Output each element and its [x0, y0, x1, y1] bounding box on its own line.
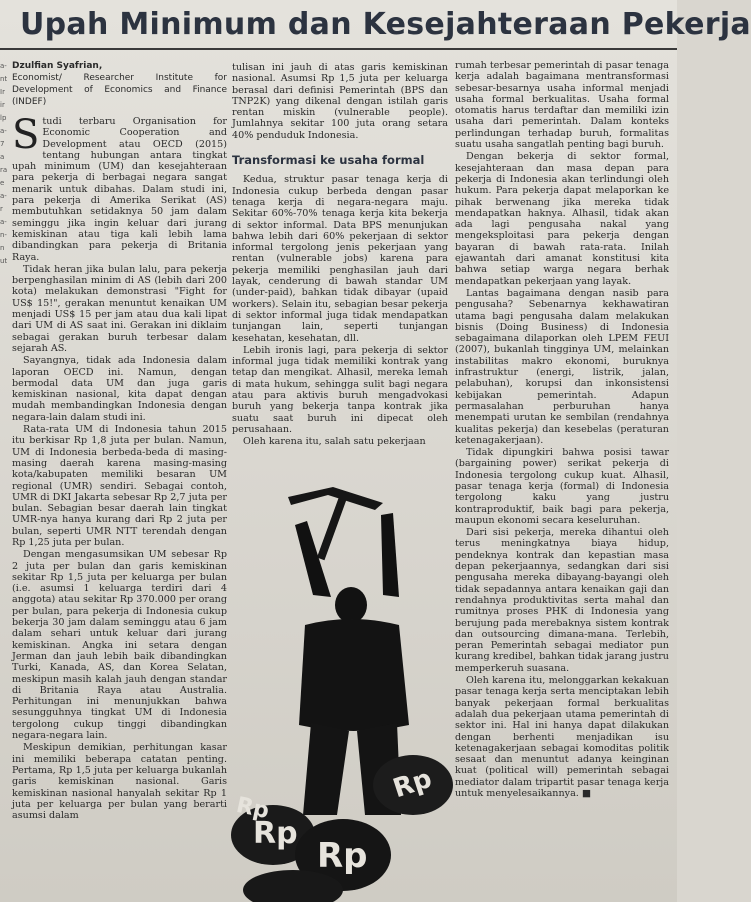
article-column-1 — [12, 60, 227, 898]
article-column-3 — [455, 60, 669, 898]
paragraph: Dengan bekerja di sektor formal, kesejahteraan dan masa depan para pekerja di Indonesia akan terlindungi oleh hukum. Para pekerja dapat melaporkan ke pihak berwenang jika mereka tidak mendapatkan haknya. Alhasil, tidak akan ada lagi pengusaha nakal yang mengeksploitasi para pekerja dengan bayaran di bawah rata-rata. Inilah ejawantah dari amanat konstitusi kita bahwa setiap warga negara berhak mendapatkan pekerjaan yang layak. — [455, 151, 669, 287]
paragraph: Meskipun demikian, perhitungan kasar ini memiliki beberapa catatan penting. Pertama, Rp 1,5 juta per keluarga bukanlah garis kemiskinan nasional. Garis kemiskinan nasional hanyalah sekitar Rp 1 juta per keluarga per bulan yang berarti asumsi dalam — [12, 742, 227, 822]
paragraph-text: tudi terbaru Organisation for Economic Cooperation and Development atau OECD (2015) tentang hubungan antara tingkat upah minimum (UM) dan kesejahteraan para pekerja di berbagai negara sangat menarik untuk dibahas. Dalam studi ini, para pekerja di Amerika Serikat (AS) membutuhkan setidaknya 50 jam dalam seminggu jika ingin keluar dari jurang kemiskinan atau tiga kali lebih lama dibandingkan para pekerja di Britania Raya. — [12, 116, 227, 263]
adjacent-column-fragment: a- nt Ir ir lp a- 7 a ra e a- r a- n- n ut — [0, 62, 8, 265]
left-leg — [303, 723, 349, 815]
paragraph: Dari sisi pekerja, mereka dihantui oleh terus meningkatnya biaya hidup, pendeknya kontrak dan kepastian masa depan pekerjaannya, sedangkan dari sisi pengusaha mereka dibayang-bayangi oleh tidak sepadannya antara kenaikan gaji dan rendahnya produktivitas serta mahal dan rumitnya proses PHK di Indonesia yang berujung pada merebaknya sistem kontrak dan outsourcing dimana-mana. Terlebih, peran Pemerintah sebagai mediator pun kurang kredibel, bahkan tidak jarang justru memperkeruh suasana. — [455, 527, 669, 674]
coin-label: Rp — [253, 816, 298, 851]
coin-label: Rp — [389, 763, 436, 805]
byline — [12, 60, 227, 108]
pickaxe-handle — [317, 492, 348, 561]
coin-label: Rp — [317, 836, 368, 876]
right-arm — [381, 513, 399, 597]
paragraph: rumah terbesar pemerintah di pasar tenaga kerja adalah bagaimana mentransformasi sebesar-besarnya usaha informal menjadi usaha formal berkualitas. Usaha formal otomatis harus terdaftar dan memiliki izin usaha dari pemerintah. Dalam konteks perlindungan terhadap buruh, formalitas suatu usaha sangatlah penting bagi buruh. — [455, 60, 669, 151]
paragraph: Lantas bagaimana dengan nasib para pengusaha? Sebenarnya kekhawatiran utama bagi pengusaha dalam melakukan bisnis (Doing Business) di Indonesia sebagaimana dilaporkan oleh LPEM FEUI (2007), bukanlah tingginya UM, melainkan instabilitas makro ekonomi, buruknya infrastruktur (energi, listrik, jalan, pelabuhan), korupsi dan inkonsistensi kebijakan pemerintah. Adapun permasalahan perburuhan hanya menempati urutan ke sembilan (rendahnya kualitas pekerja) dan kesebelas (peraturan ketenagakerjaan). — [455, 287, 669, 446]
paragraph: tulisan ini jauh di atas garis kemiskinan nasional. Asumsi Rp 1,5 juta per keluarga berasal dari definisi Pemerintah (BPS dan TNP2K) yang dikenal dengan istilah garis rentan miskin (vulnerable people). Jumlahnya sekitar 100 juta orang setara 40% penduduk Indonesia. — [232, 62, 448, 141]
paragraph: Tidak heran jika bulan lalu, para pekerja berpenghasilan minim di AS (lebih dari 200 kota) melakukan demonstrasi "Fight for US$ 15!", gerakan menuntut kenaikan UM menjadi US$ 15 per jam atau dua kali lipat dari UM di AS saat ini. Gerakan ini diklaim sebagai gerakan buruh terbesar dalam sejarah AS. — [12, 263, 227, 354]
paragraph: Dengan mengasumsikan UM sebesar Rp 2 juta per bulan dan garis kemiskinan sekitar Rp 1,5 juta per keluarga per bulan (i.e. asumsi 1 keluarga terdiri dari 4 anggota) atau sekitar Rp 370.000 per orang per bulan, para pekerja di Indonesia cukup bekerja 30 jam dalam seminggu atau 6 jam dalam sehari untuk keluar dari jurang kemiskinan. Angka ini setara dengan Jerman dan jauh lebih baik dibandingkan Turki, Kanada, AS, dan Korea Selatan, meskipun masih kalah jauh dengan standar di Britania Raya atau Australia. Perhitungan ini menunjukkan bahwa sesungguhnya tingkat UM di Indonesia tergolong cukup tinggi dibandingkan negara-negara lain. — [12, 549, 227, 742]
worker-torso — [299, 619, 409, 731]
paragraph: Kedua, struktur pasar tenaga kerja di Indonesia cukup berbeda dengan pasar tenaga kerja di negara-negara maju. Sekitar 60%-70% tenaga kerja kita bekerja di sektor informal. Data BPS menunjukan bahwa lebih dari 60% pekerjaan di sektor informal tergolong jenis pekerjaan yang rentan (vulnerable jobs) karena para pekerja memiliki penghasilan jauh dari layak, cenderung di bawah standar UM (under-paid), bahkan tidak dibayar (upaid workers). Selain itu, sebagian besar pekerja di sektor informal juga tidak mendapatkan tunjangan lain, seperti tunjangan kesehatan, kesehatan, dll. — [232, 174, 448, 344]
paragraph: Tidak dipungkiri bahwa posisi tawar (bargaining power) serikat pekerja di Indonesia tergolong cukup kuat. Alhasil, pasar tenaga kerja (formal) di Indonesia tergolong kaku yang justru kontraproduktif, baik bagi para pekerja, maupun ekonomi secara keseluruhan. — [455, 447, 669, 526]
worker-head — [335, 587, 367, 623]
article-title: Upah Minimum dan Kesejahteraan Pekerja — [20, 7, 751, 42]
article-column-2 — [232, 62, 448, 532]
worker-with-pickaxe-illustration — [233, 485, 463, 902]
author-name: Dzulfian Syafrian, — [12, 61, 103, 71]
drop-cap: S — [12, 112, 40, 158]
paragraph: Oleh karena itu, salah satu pekerjaan — [243, 436, 426, 448]
title-divider — [0, 48, 677, 50]
paragraph: Lebih ironis lagi, para pekerja di sektor informal juga tidak memiliki kontrak yang tetap dan mengikat. Alhasil, mereka lemah di mata hukum, sehingga sulit bagi negara atau para aktivis buruh mengadvokasi buruh yang bekerja tanpa kontrak jika suatu saat buruh ini dipecat oleh perusahaan. — [232, 344, 448, 435]
section-subheading: Transformasi ke usaha formal — [232, 153, 425, 168]
author-role: Economist/ Researcher Institute for Development of Economics and Finance (INDEF) — [12, 73, 227, 107]
coin-label: Rp — [234, 792, 272, 825]
left-arm — [295, 521, 331, 597]
paragraph: Rata-rata UM di Indonesia tahun 2015 itu berkisar Rp 1,8 juta per bulan. Namun, UM di Indonesia berbeda-beda di masing-masing daerah karena masing-masing kota/kabupaten memiliki besaran UM regional (UMR) sendiri. Sebagai contoh, UMR di DKI Jakarta sebesar Rp 2,7 juta per bulan. Sebagian besar daerah lain tingkat UMR-nya hanya kurang dari Rp 2 juta per bulan, seperti UMR NTT terendah dengan Rp 1,25 juta per bulan. — [12, 424, 227, 548]
paragraph — [12, 112, 227, 263]
paragraph: Oleh karena itu, melonggarkan kekakuan pasar tenaga kerja serta menciptakan lebih banyak pekerjaan formal berkualitas adalah dua pekerjaan utama pemerintah di sektor ini. Hal ini hanya dapat dilakukan dengan berhenti menjadikan isu ketenagakerjaan sebagai komoditas politik sesaat dan menuntut adanya keinginan kuat (political will) pemerintah sebagai mediator dalam tripartit pasar tenaga kerja untuk menyelesaikannya. ■ — [455, 675, 669, 799]
paragraph: Sayangnya, tidak ada Indonesia dalam laporan OECD ini. Namun, dengan bermodal data UM dan juga garis kemiskinan nasional, kita dapat dengan mudah membandingkan Indonesia dengan negara-lain dalam studi ini. — [12, 355, 227, 423]
